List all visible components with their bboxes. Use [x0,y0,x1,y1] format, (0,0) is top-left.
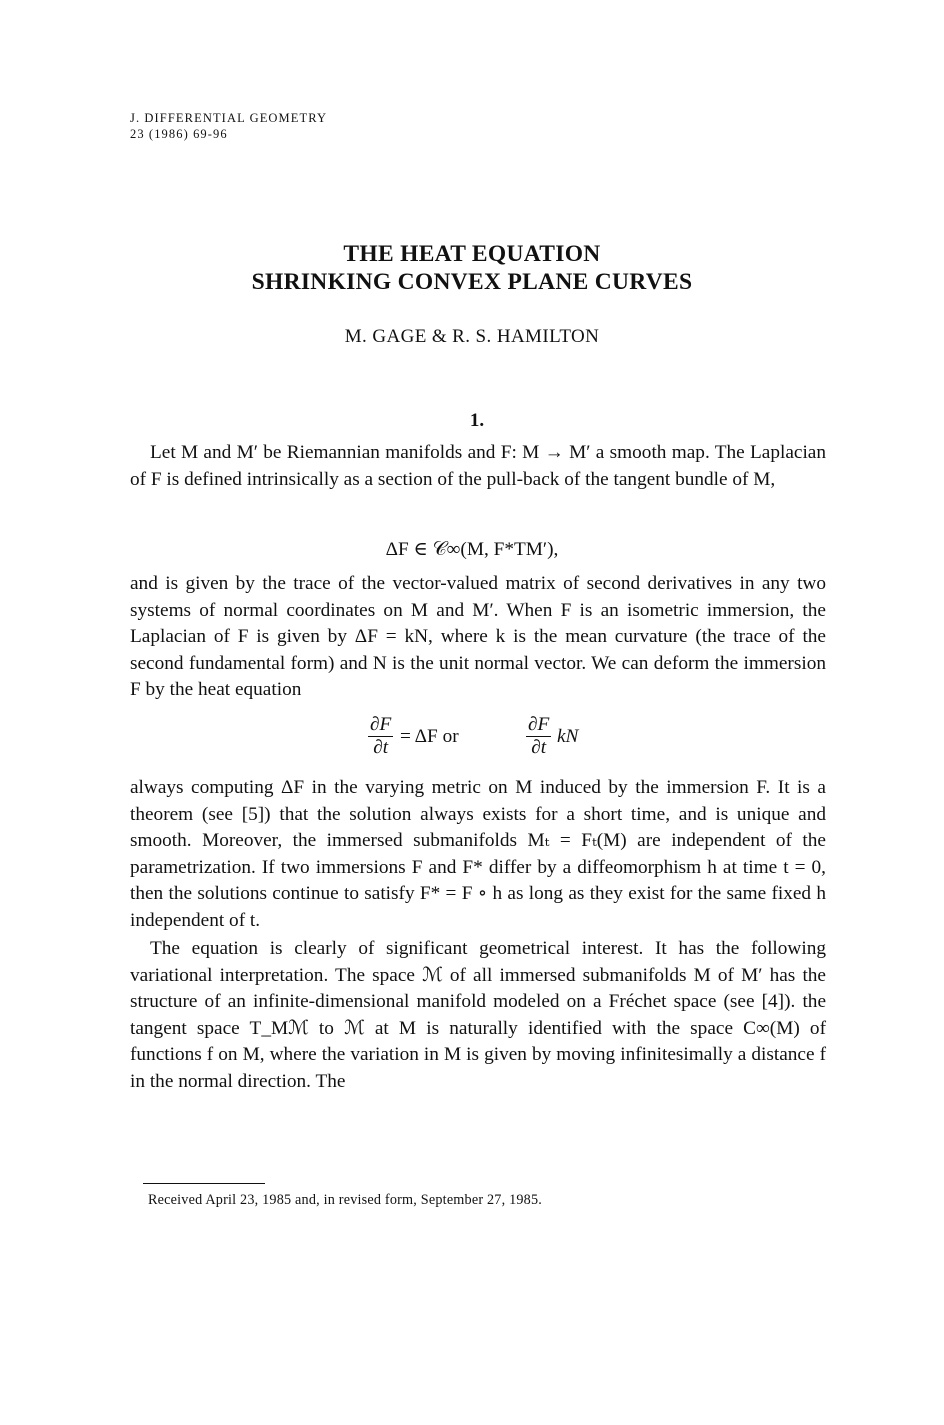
heat-lhs-fraction [368,714,393,759]
paper-title [0,240,944,296]
heat-rhs-1: = ΔF or [400,726,459,747]
footnote: Received April 23, 1985 and, in revised form, September 27, 1985. [148,1192,543,1208]
paragraph-2 [130,571,826,704]
paragraph-3 [130,775,826,935]
paragraph-2-text: and is given by the trace of the vector-valued matrix of second derivatives in any two systems of normal coordinates on M and M′. When F is an isometric immersion, the Laplacian of F is given by ΔF = kN, where k is the mean curvature (the trace of the second fundamental form) and N is the unit normal vector. We can deform the immersion F by the heat equation [130,573,826,701]
laplacian-equation: ΔF ∈ 𝒞∞(M, F*TM′), [385,539,559,560]
journal-volume: 23 (1986) 69-96 [130,127,228,141]
heat-lhs-denominator: ∂t [373,737,389,758]
title-line-2: SHRINKING CONVEX PLANE CURVES [251,269,693,295]
title-line-1: THE HEAT EQUATION [343,241,601,267]
paragraph-1 [130,440,826,493]
paragraph-3-text: always computing ΔF in the varying metric on M induced by the immersion F. It is a theorem (see [5]) that the solution always exists for a short time, and is unique and smooth. Moreover, the immersed submanifolds Mₜ = Fₜ(M) are independent of the parametrization. If two immersions F and F* differ by a diffeomorphism h at time t = 0, then the solutions continue to satisfy F* = F ∘ h as long as they exist for the same fixed h independent of t. [130,777,826,931]
heat-rhs-fraction [526,714,551,759]
heat-lhs-numerator: ∂F [370,714,392,735]
paragraph-4 [130,936,826,1096]
authors: M. GAGE & R. S. HAMILTON [344,326,600,347]
heat-equation [0,712,944,768]
heat-rhs-numerator: ∂F [528,714,550,735]
journal-name: J. DIFFERENTIAL GEOMETRY [130,111,328,125]
heat-rhs-denominator: ∂t [531,737,547,758]
section-number: 1. [469,410,485,431]
heat-rhs-tail: kN [557,726,579,747]
paragraph-1-text: Let M and M′ be Riemannian manifolds and F: M → M′ a smooth map. The Laplacian of F is defined intrinsically as a section of the pull-back of the tangent bundle of M, [130,442,826,490]
footnote-rule [143,1183,265,1184]
journal-header [130,110,327,142]
paragraph-4-text: The equation is clearly of significant geometrical interest. It has the following variational interpretation. The space ℳ of all immersed submanifolds M of M′ has the structure of an infinite-dimensional manifold modeled on a Fréchet space (see [4]). the tangent space T_Mℳ to ℳ at M is naturally identified with the space C∞(M) of functions f on M, where the variation in M is given by moving infinitesimally a distance f in the normal direction. The [130,938,826,1092]
